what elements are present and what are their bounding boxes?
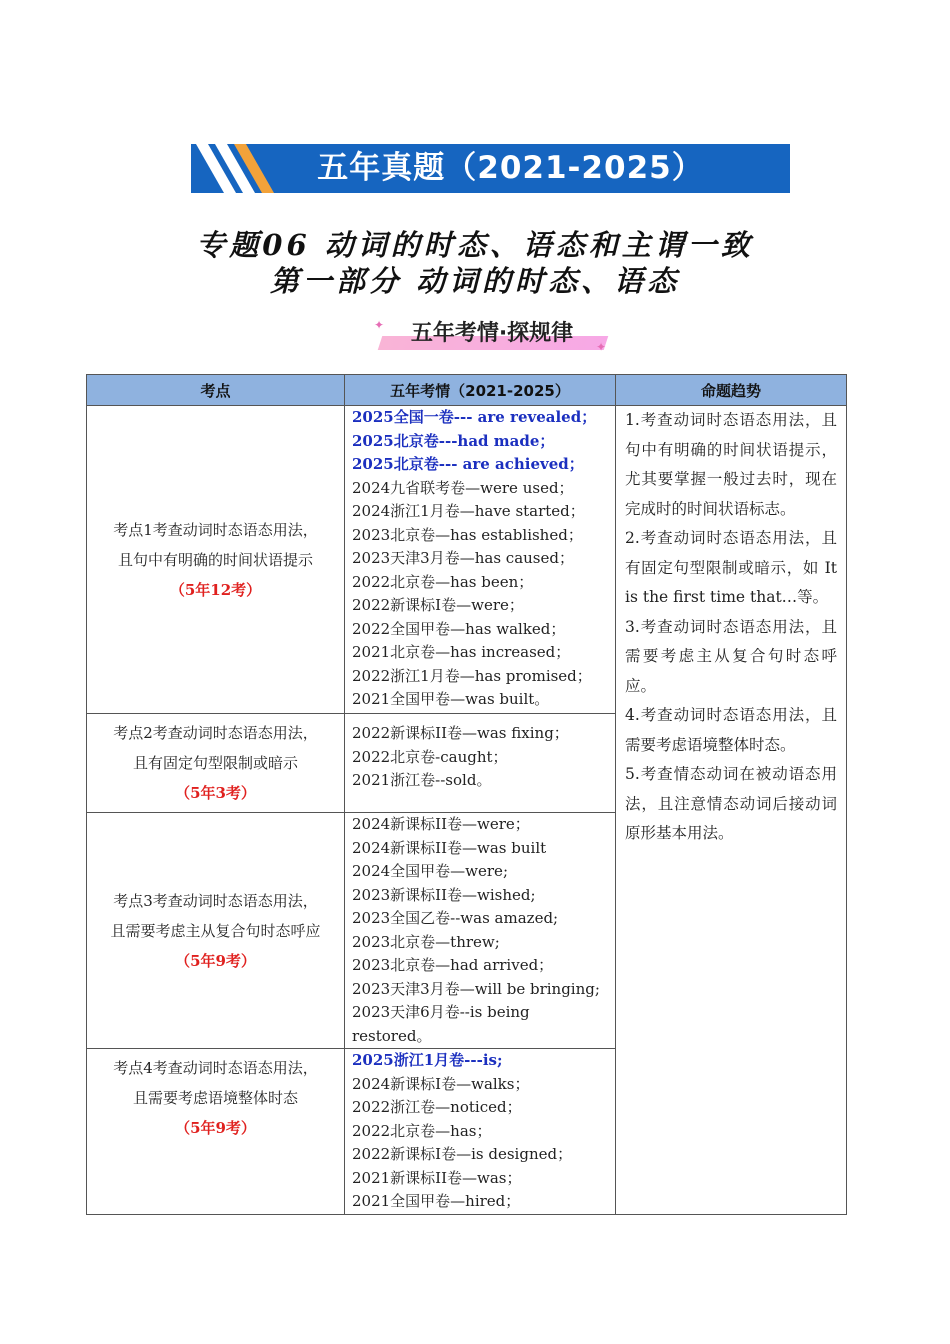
header-kaodian: 考点 <box>87 375 345 406</box>
section-subheading <box>372 314 612 356</box>
exam-item: 2021新课标II卷—was； <box>352 1168 522 1187</box>
exam-item: 2024全国甲卷—were; <box>352 862 508 880</box>
exam-item: 2022新课标II卷—was fixing； <box>352 724 569 742</box>
exam-item: 2024新课标I卷—walks； <box>352 1074 530 1093</box>
trend-item: 2.考查动词时态语态用法，且有固定句型限制或暗示，如 It is the first time that…等。 <box>625 529 837 606</box>
trend-item: 1.考查动词时态语态用法，且句中有明确的时间状语提示，尤其要掌握一般过去时，现在完成时的时间状语标志。 <box>625 411 837 518</box>
kaodian-line: 考点1考查动词时态语态用法， <box>113 520 318 539</box>
exam-item: 2025北京卷---had made； <box>352 431 555 450</box>
exam-item: 2023全国乙卷--was amazed; <box>352 909 559 927</box>
kaodian-line: 考点3考查动词时态语态用法， <box>113 891 318 910</box>
kaodian-line: 且有固定句型限制或暗示 <box>132 754 298 772</box>
exam-count: （5年12考） <box>169 580 262 599</box>
sparkle-icon: ✦ <box>374 318 385 332</box>
exam-list <box>345 406 616 714</box>
kaodian-cell <box>87 1049 345 1215</box>
part-title: 第一部分 动词的时态、语态 <box>269 264 681 298</box>
exam-item: 2023北京卷—has established； <box>352 525 583 544</box>
kaodian-cell <box>87 406 345 714</box>
exam-item: 2021浙江卷--sold。 <box>352 771 492 789</box>
exam-item: 2021全国甲卷—hired； <box>352 1192 521 1210</box>
exam-item: 2024新课标II卷—were； <box>352 815 530 833</box>
trend-cell <box>616 406 847 1215</box>
exam-item: 2022新课标I卷—were； <box>352 596 524 614</box>
exam-item: 2023北京卷—threw; <box>352 932 500 951</box>
exam-item: 2024新课标II卷—was built <box>352 838 547 857</box>
kaodian-line: 且句中有明确的时间状语提示 <box>117 550 313 569</box>
exam-item: 2022北京卷—has been； <box>352 572 534 591</box>
kaodian-cell <box>87 813 345 1049</box>
exam-item: 2023天津3月卷—will be bringing; <box>352 979 600 998</box>
exam-list <box>345 714 616 813</box>
exam-item: 2025浙江1月卷---is; <box>352 1051 503 1069</box>
exam-list <box>345 813 616 1049</box>
exam-item: 2024浙江1月卷—have started； <box>352 502 585 520</box>
kaodian-line: 且需要考虑语境整体时态 <box>132 1089 298 1107</box>
exam-item: 2022新课标I卷—is designed； <box>352 1145 573 1163</box>
sparkle-icon: ✦ <box>595 340 606 354</box>
exam-item: 2023北京卷—had arrived； <box>352 956 554 974</box>
table-header-row <box>87 375 847 406</box>
header-exams: 五年考情（2021-2025） <box>345 375 616 406</box>
exam-item: 2025北京卷--- are achieved； <box>352 455 584 473</box>
exam-count: （5年9考） <box>175 1119 256 1137</box>
header-trend: 命题趋势 <box>616 375 847 406</box>
exam-item: 2025全国一卷--- are revealed； <box>352 408 597 426</box>
banner-text: 五年真题（2021-2025） <box>317 150 704 186</box>
exam-item: 2022全国甲卷—has walked； <box>352 619 566 638</box>
exam-item: restored。 <box>352 1026 432 1045</box>
topic-title: 专题06 动词的时态、语态和主谓一致 <box>196 228 754 262</box>
exam-item: 2021全国甲卷—was built。 <box>352 690 550 708</box>
kaodian-cell <box>87 714 345 813</box>
trend-item: 5.考查情态动词在被动语态用法，且注意情态动词后接动词原形基本用法。 <box>625 765 837 842</box>
exam-item: 2024九省联考卷—were used； <box>352 478 574 497</box>
exam-count: （5年9考） <box>175 951 256 970</box>
exam-list <box>345 1049 616 1215</box>
exam-item: 2023天津6月卷--is being <box>352 1003 530 1021</box>
exam-item: 2022北京卷—has； <box>352 1121 492 1140</box>
exam-item: 2022浙江卷—noticed； <box>352 1098 522 1116</box>
trend-item: 3.考查动词时态语态用法，且需要考虑主从复合句时态呼应。 <box>625 617 837 695</box>
exam-item: 2022北京卷-caught； <box>352 747 508 766</box>
kaodian-line: 且需要考虑主从复合句时态呼应 <box>110 921 321 940</box>
title-banner <box>191 144 790 193</box>
exam-item: 2021北京卷—has increased； <box>352 643 571 661</box>
trend-item: 4.考查动词时态语态用法，且需要考虑语境整体时态。 <box>625 706 837 754</box>
exam-analysis-table <box>86 374 847 1215</box>
exam-item: 2023天津3月卷—has caused； <box>352 549 574 567</box>
exam-count: （5年3考） <box>175 784 256 802</box>
subheading-text: 五年考情·探规律 <box>410 321 574 346</box>
exam-item: 2023新课标II卷—wished; <box>352 885 536 904</box>
kaodian-line: 考点2考查动词时态语态用法， <box>113 724 318 742</box>
table-row <box>87 406 847 714</box>
kaodian-line: 考点4考查动词时态语态用法， <box>113 1059 318 1077</box>
exam-item: 2022浙江1月卷—has promised； <box>352 666 592 685</box>
